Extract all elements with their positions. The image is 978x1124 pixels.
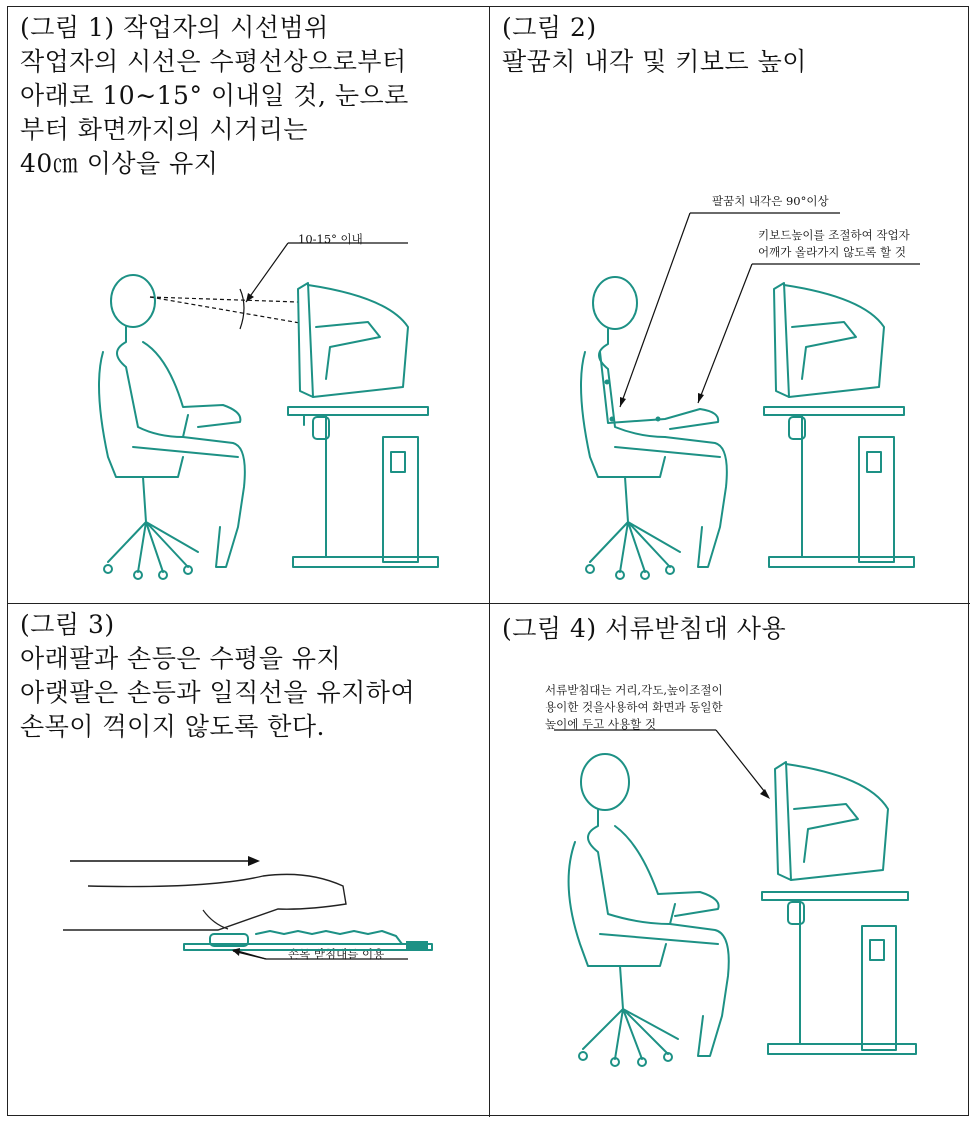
figure-1-caption: (그림 1) 작업자의 시선범위 작업자의 시선은 수평선상으로부터 아래로 10∼15° 이내일 것, 눈으로 부터 화면까지의 시거리는 40㎝ 이상을 유지 [20, 13, 409, 178]
figure-3-annotation: 손목 받침대를 이용 [288, 947, 385, 961]
figure-3-cell [8, 604, 490, 1117]
figure-2-cell [490, 7, 970, 604]
figure-2-annotation-elbow: 팔꿈치 내각은 90°이상 [712, 194, 829, 208]
keyboard-and-wrist-rest [184, 931, 432, 950]
figure-1-illustration [8, 7, 490, 604]
document-page [7, 6, 969, 1116]
figure-4-annotation: 서류받침대는 거리,각도,높이조절이 용이한 것을사용하여 화면과 동일한 높이에 두고 사용할 것 [545, 683, 723, 731]
figure-4-cell [490, 604, 970, 1117]
figure-2-caption: (그림 2) 팔꿈치 내각 및 키보드 높이 [502, 13, 807, 76]
figure-2-annotation-keyboard: 키보드높이를 조절하여 작업자 어깨가 올라가지 않도록 할 것 [758, 228, 910, 259]
figure-4-caption: (그림 4) 서류받침대 사용 [502, 614, 787, 643]
workstation-person-4 [569, 754, 916, 1066]
figure-2-illustration [490, 7, 970, 604]
figure-3-caption: (그림 3) 아래팔과 손등은 수평을 유지 아랫팔은 손등과 일직선을 유지하여 손목이 꺽이지 않도록 한다. [20, 610, 416, 741]
workstation-person-2 [581, 277, 914, 579]
figure-3-illustration [8, 604, 490, 1117]
figure-1-cell [8, 7, 490, 604]
figure-4-illustration [490, 604, 970, 1117]
figure-1-annotation: 10-15° 이내 [298, 232, 363, 246]
workstation-person-1 [99, 275, 438, 579]
